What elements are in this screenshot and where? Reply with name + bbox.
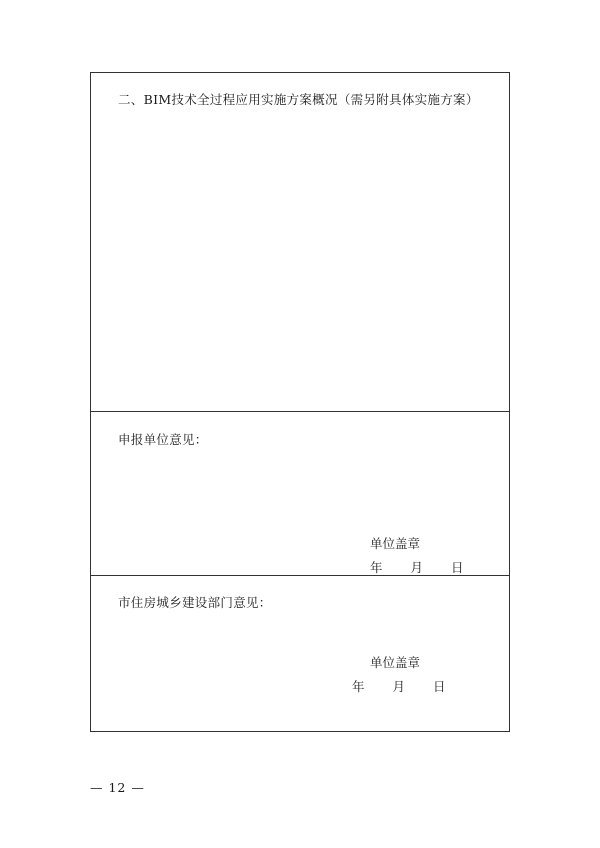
implementation-plan-section [91, 73, 509, 412]
department-date-line [352, 677, 446, 695]
application-form-table [90, 72, 510, 732]
applicant-opinion-section [91, 412, 509, 576]
implementation-plan-heading: 二、BIM技术全过程应用实施方案概况（需另附具体实施方案） [118, 92, 479, 107]
department-month-label: 月 [392, 679, 406, 694]
applicant-day-label: 日 [451, 560, 464, 575]
applicant-year-label: 年 [370, 560, 383, 575]
applicant-date-line [370, 558, 464, 576]
applicant-seal-label: 单位盖章 [370, 536, 421, 551]
page-number: — 12 — [90, 780, 145, 795]
department-opinion-section [91, 576, 509, 733]
department-opinion-heading: 市住房城乡建设部门意见： [118, 595, 272, 610]
applicant-opinion-heading: 申报单位意见： [118, 432, 208, 447]
department-seal-label: 单位盖章 [370, 655, 421, 670]
department-year-label: 年 [352, 679, 365, 694]
applicant-month-label: 月 [410, 560, 424, 575]
department-day-label: 日 [433, 679, 446, 694]
